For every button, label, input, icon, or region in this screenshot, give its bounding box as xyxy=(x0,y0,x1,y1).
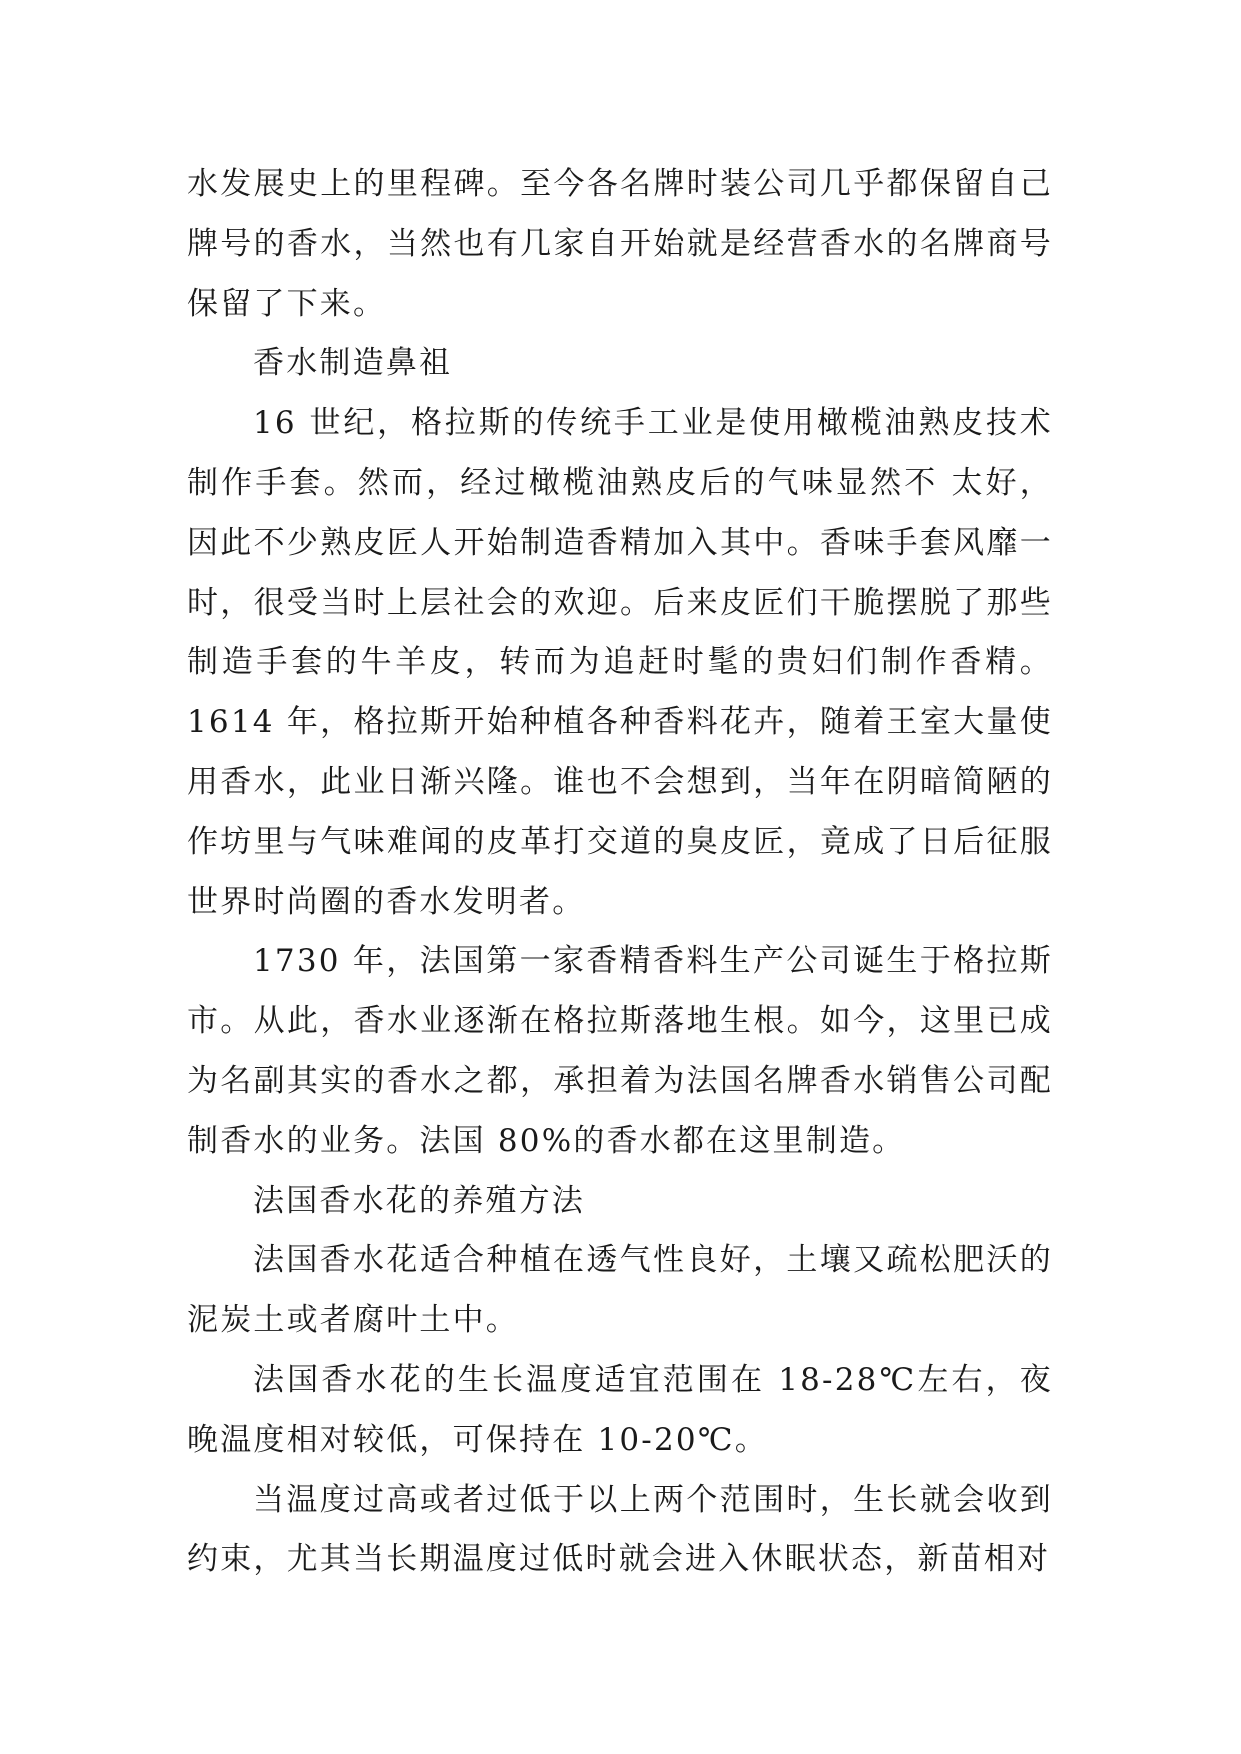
section-heading-perfume-origin: 香水制造鼻祖 xyxy=(253,345,453,382)
section-heading-cultivation: 法国香水花的养殖方法 xyxy=(253,1182,585,1219)
paragraph-temperature: 法国香水花的生长温度适宜范围在 18-28℃左右，夜晚温度相对较低，可保持在 10-20℃。 xyxy=(187,1361,1053,1458)
paragraph-continuation: 水发展史上的里程碑。至今各名牌时装公司几乎都保留自己牌号的香水，当然也有几家自开始就是经营香水的名牌商号保留了下来。 xyxy=(187,166,1053,322)
paragraph-dormancy: 当温度过高或者过低于以上两个范围时，生长就会收到约束，尤其当长期温度过低时就会进入休眠状态，新苗相对 xyxy=(187,1481,1053,1578)
paragraph-1730: 1730 年，法国第一家香精香料生产公司诞生于格拉斯市。从此，香水业逐渐在格拉斯落地生根。如今，这里已成为名副其实的香水之都，承担着为法国名牌香水销售公司配制香水的业务。法国 80%的香水都在这里制造。 xyxy=(187,943,1053,1159)
paragraph-soil: 法国香水花适合种植在透气性良好，土壤又疏松肥沃的泥炭土或者腐叶土中。 xyxy=(187,1242,1053,1339)
paragraph-16th-century: 16 世纪，格拉斯的传统手工业是使用橄榄油熟皮技术制作手套。然而，经过橄榄油熟皮后的气味显然不 太好，因此不少熟皮匠人开始制造香精加入其中。香味手套风靡一时，很受当时上层社会的欢迎。后来皮匠们干脆摆脱了那些制造手套的牛羊皮，转而为追赶时髦的贵妇们制作香精。1614 年，格拉斯开始种植各种香料花卉，随着王室大量使用香水，此业日渐兴隆。谁也不会想到，当年在阴暗简陋的作坊里与气味难闻的皮革打交道的臭皮匠，竟成了日后征服世界时尚圈的香水发明者。 xyxy=(187,405,1053,920)
document-body xyxy=(187,155,1053,1590)
